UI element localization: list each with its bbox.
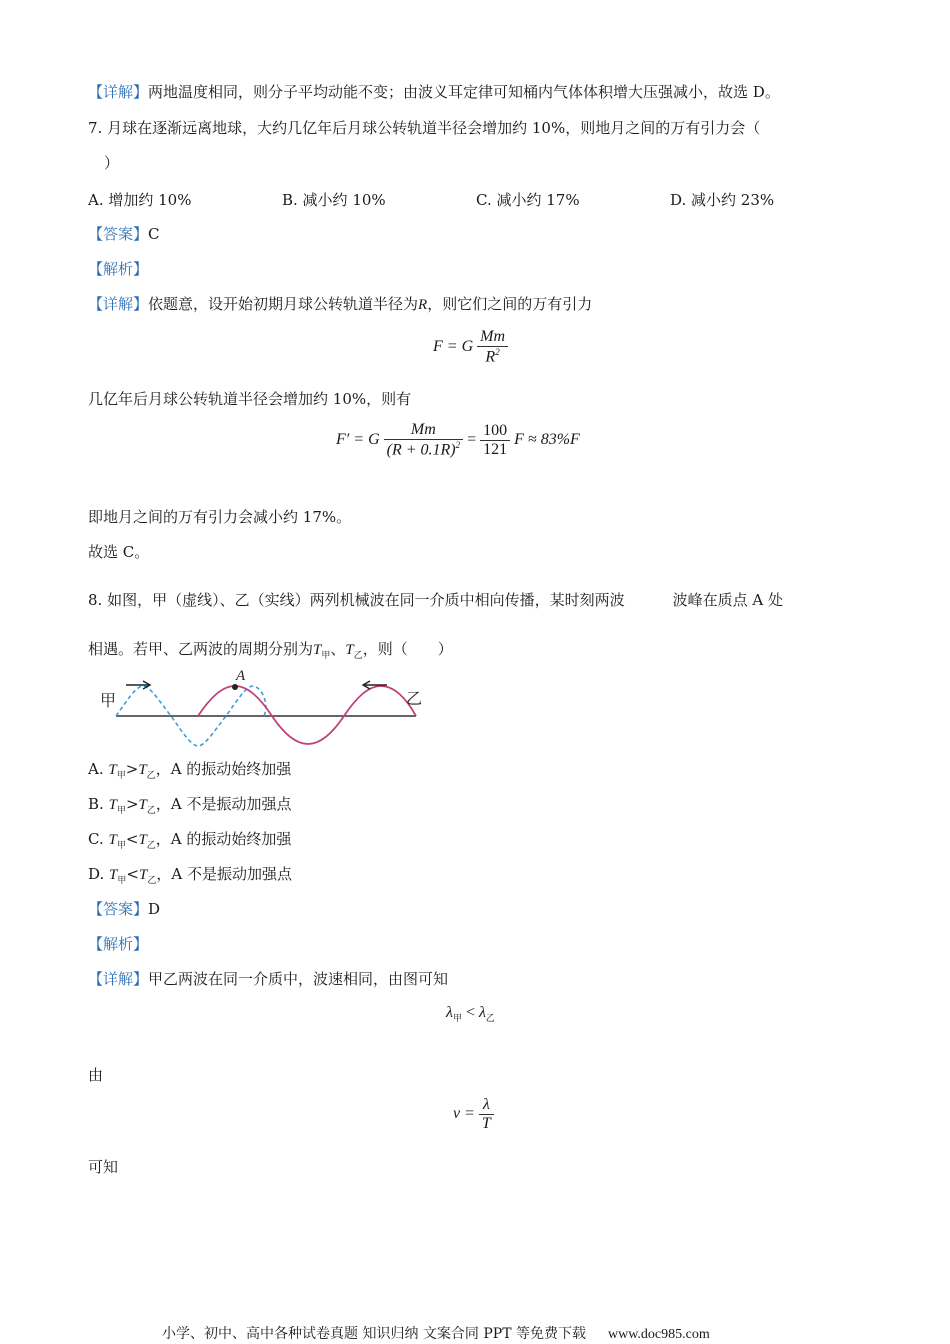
q7-choose: 故选 C。 [88,543,150,561]
q8-option-d [88,864,292,891]
footer-url[interactable]: www.doc985.com [607,1327,710,1342]
q8-detail-text: 甲乙两波在同一介质中，波速相同，由图可知 [148,970,449,988]
q7-answer-line [88,224,160,244]
q8-by: 由 [88,1066,104,1084]
q8-detail-tag: 【详解】 [88,970,149,988]
q8-analysis-tag: 【解析】 [88,935,149,953]
equation-wave-speed [453,1096,494,1133]
q7-detail-line [88,294,592,315]
eq1-den-base: R [485,348,496,366]
q8-answer: D [148,900,161,918]
eq3-rhs-sub: 乙 [485,1013,495,1024]
q8-option-a-t2: T [138,762,147,778]
q6-detail-line [88,82,780,102]
q8-stem-line1 [88,590,783,610]
q8-stem-line2 [88,639,453,666]
q8-option-d-rel: < [126,865,139,883]
eq2-den-exponent: 2 [455,440,461,450]
eq4-denominator: T [481,1115,491,1132]
q8-option-d-t1: T [109,867,118,883]
equation-gravity [433,328,508,366]
q8-period-b: T [345,642,354,658]
q8-stem-line2-b: ，则（ ） [362,640,453,658]
q8-option-c-text: ，A 的振动始终加强 [155,830,292,848]
eq1-lhs: F = G [433,337,474,355]
q7-detail-text: 依题意，设开始初期月球公转轨道半径为 [148,295,419,313]
eq2-fraction1 [384,421,464,459]
point-a-dot [232,684,238,690]
q8-option-a-text: ，A 的振动始终加强 [155,760,292,778]
q8-option-c-t1: T [108,832,117,848]
q8-option-a-rel: > [125,760,139,778]
wave-yi-solid [198,686,416,744]
q8-stem-line2-a: 相遇。若甲、乙两波的周期分别为 [88,640,314,658]
q8-option-b-rel: > [125,795,139,813]
wave-figure [96,668,436,750]
eq4-fraction [479,1096,494,1133]
eq2-fraction2 [480,422,510,459]
q8-option-b-t2: T [138,797,147,813]
q8-option-c-letter: C. [88,830,104,848]
q8-option-d-letter: D. [88,865,105,883]
q7-answer-tag: 【答案】 [88,225,149,243]
q8-option-c-sub1: 甲 [116,841,126,851]
q8-option-b-sub1: 甲 [116,806,126,816]
q7-option-a: A. 增加约 10% [88,191,192,209]
eq2-equals: = [467,430,477,448]
q7-analysis-tag: 【解析】 [88,260,149,278]
q8-option-d-t2: T [138,867,148,883]
q8-option-b-text: ，A 不是振动加强点 [155,795,292,813]
eq3-lhs-sub: 甲 [452,1013,462,1024]
q7-line-after-eq1: 几亿年后月球公转轨道半径会增加约 10%，则有 [88,390,412,408]
eq2-lhs: F′ = G [336,430,380,448]
eq1-den-exponent: 2 [495,347,500,357]
q8-option-a-t1: T [108,762,117,778]
q8-option-b-letter: B. [88,795,104,813]
eq3-lhs: λ [446,1004,453,1021]
eq4-lhs: v = [453,1105,475,1123]
q8-answer-line [88,899,160,919]
q8-option-b-sub2: 乙 [146,806,156,816]
eq1-fraction [477,328,508,366]
q7-option-d: D. 减小约 23% [670,191,775,209]
eq2-rhs: F ≈ 83%F [514,430,580,448]
q8-thus: 可知 [88,1158,119,1176]
q7-detail-text2: ，则它们之间的万有引力 [427,295,593,313]
eq1-numerator: Mm [477,328,508,347]
wave-yi-label: 乙 [406,689,423,708]
q7-option-b: B. 减小约 10% [282,191,386,209]
q8-option-a-letter: A. [88,760,104,778]
q8-period-a: T [313,642,322,658]
equation-new-gravity [336,421,580,459]
q8-period-a-sub: 甲 [321,651,331,661]
page-footer [162,1323,710,1343]
q6-detail-text: 两地温度相同，则分子平均动能不变；由波义耳定律可知桶内气体体积增大压强减小，故选 D。 [148,83,780,101]
q8-option-a-sub2: 乙 [146,771,156,781]
eq3-op: < [465,1004,475,1021]
eq2-denominator2: 121 [483,440,508,458]
q8-period-b-sub: 乙 [353,651,363,661]
q7-conclusion: 即地月之间的万有引力会减小约 17%。 [88,508,352,526]
q8-stem-line1-tail: 波峰在质点 A 处 [672,591,783,609]
q8-option-a-sub1: 甲 [116,771,126,781]
q8-option-c-sub2: 乙 [146,841,156,851]
eq2-denominator [384,440,464,459]
eq2-numerator2: 100 [480,422,510,441]
q8-option-b [88,794,291,821]
q8-option-c-t2: T [138,832,147,848]
q8-answer-tag: 【答案】 [88,900,149,918]
q8-option-a [88,759,291,786]
q7-stem-line2: ） [104,154,120,172]
q7-stem-line1: 7. 月球在逐渐远离地球，大约几亿年后月球公转轨道半径会增加约 10%，则地月之间的万有引力会（ [88,119,761,137]
q7-option-c: C. 减小约 17% [476,191,580,209]
q6-detail-tag: 【详解】 [88,83,149,101]
q8-option-b-t1: T [108,797,117,813]
q8-option-c-rel: < [125,830,139,848]
q7-detail-var: R [418,297,428,313]
q8-sep: 、 [330,640,346,658]
q7-answer: C [148,225,160,243]
point-a-label: A [236,668,246,684]
wave-jia-label: 甲 [100,691,117,710]
q8-detail-line [88,969,448,989]
q8-option-d-sub1: 甲 [117,876,127,886]
footer-text: 小学、初中、高中各种试卷真题 知识归纳 文案合同 PPT 等免费下载 [162,1326,586,1342]
equation-wavelength [446,1004,495,1024]
q8-stem-line1-text: 8. 如图，甲（虚线）、乙（实线）两列机械波在同一介质中相向传播，某时刻两波 [88,591,625,609]
eq4-numerator: λ [479,1096,494,1115]
q8-option-d-text: ，A 不是振动加强点 [156,865,292,883]
eq1-denominator [477,347,508,366]
eq2-numerator: Mm [384,421,464,440]
q8-option-d-sub2: 乙 [147,876,157,886]
q7-detail-tag: 【详解】 [88,295,149,313]
eq2-den-base: (R + 0.1R) [386,441,456,459]
eq3-rhs: λ [478,1004,486,1021]
q8-option-c [88,829,291,856]
